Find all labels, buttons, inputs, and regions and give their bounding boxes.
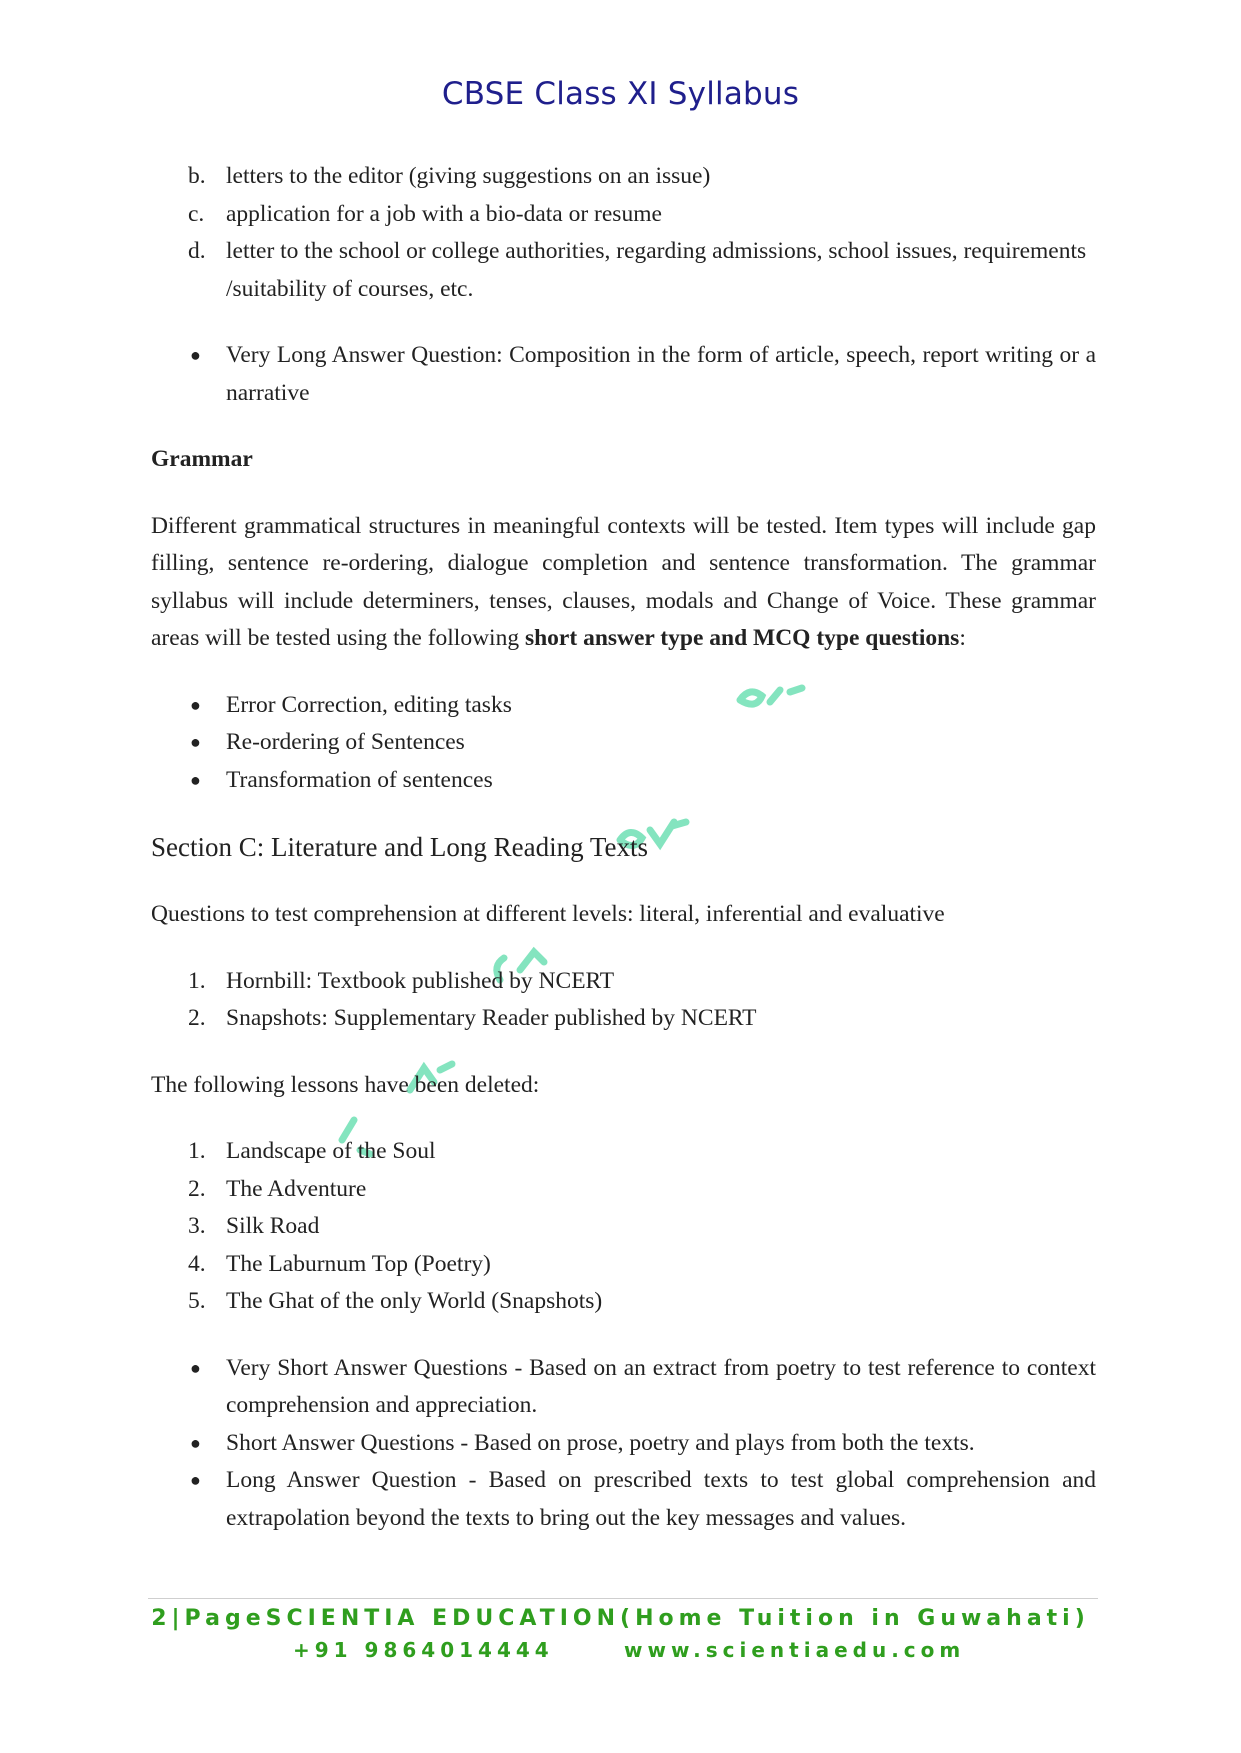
grammar-paragraph-bold: short answer type and MCQ type questions <box>524 625 960 651</box>
grammar-heading: Grammar <box>151 446 253 472</box>
bullet-icon: ● <box>190 694 201 715</box>
list-item <box>151 1171 1096 1209</box>
list-item <box>151 1462 1096 1537</box>
footer-page-info: 2|PageSCIENTIA EDUCATION(Home Tuition in Guwahati) <box>151 1606 1090 1631</box>
list-item-text: The Ghat of the only World (Snapshots) <box>226 1288 603 1314</box>
bullet-icon: ● <box>190 732 201 752</box>
page-title: CBSE Class XI Syllabus <box>441 76 800 112</box>
list-item-text: Very Short Answer Questions - Based on an extract from poetry to test reference to context comprehension and appreciation. <box>226 1354 1096 1418</box>
list-item <box>151 1000 1096 1038</box>
list-item <box>151 1283 1096 1321</box>
list-item-text: Re-ordering of Sentences <box>226 729 465 755</box>
composition-list <box>151 337 1096 412</box>
list-item-text: Hornbill: Textbook published by NCERT <box>226 967 615 994</box>
list-item <box>151 337 1096 412</box>
list-marker: 1. <box>188 1138 206 1164</box>
grammar-paragraph-tail: : <box>959 625 966 651</box>
page-content <box>151 158 1096 1537</box>
letters-list <box>151 158 1096 308</box>
grammar-paragraph <box>151 508 1096 658</box>
list-item <box>151 762 1096 800</box>
question-types-list <box>151 1350 1096 1538</box>
list-item-text: letters to the editor (giving suggestions on an issue) <box>226 163 711 189</box>
list-marker: 2. <box>188 1175 206 1202</box>
bullet-icon: ● <box>190 1357 201 1378</box>
bullet-icon: ● <box>190 1470 201 1490</box>
deleted-lessons-list <box>151 1133 1096 1321</box>
grammar-paragraph-lead: Different grammatical structures in meaningful contexts will be tested. Item types will include gap filling, sentence re-ordering, dialogue completion and sentence transformation. The grammar syllabus will include determiners, tenses, clauses, modals and Change of Voice. These grammar areas will be tested using the following <box>151 512 1096 651</box>
list-marker: c. <box>188 200 205 227</box>
list-item-text: Snapshots: Supplementary Reader published by NCERT <box>226 1005 757 1031</box>
list-item <box>151 724 1096 762</box>
list-item-text: letter to the school or college authorities, regarding admissions, school issues, requirements /suitability of courses, etc. <box>226 238 1087 302</box>
list-item-text: Error Correction, editing tasks <box>226 691 512 718</box>
list-item <box>151 1246 1096 1284</box>
list-marker: 1. <box>188 967 206 994</box>
list-item-text: The Adventure <box>226 1175 367 1202</box>
list-item <box>151 1133 1096 1171</box>
footer-phone: +91 9864014444 <box>293 1638 554 1662</box>
list-item <box>151 233 1096 308</box>
list-item <box>151 158 1096 196</box>
list-item <box>151 687 1096 725</box>
deleted-intro: The following lessons have been deleted: <box>151 1071 540 1098</box>
bullet-icon: ● <box>190 769 201 790</box>
footer-divider <box>148 1598 1098 1599</box>
texts-list <box>151 963 1096 1038</box>
list-item-text: Long Answer Question - Based on prescribed texts to test global comprehension and extrapolation beyond the texts to bring out the key messages and values. <box>226 1467 1096 1531</box>
list-item-text: Landscape of the Soul <box>226 1138 436 1164</box>
list-item <box>151 1208 1096 1246</box>
list-marker: d. <box>188 238 206 264</box>
very-long-answer-text: Very Long Answer Question: Composition in the form of article, speech, report writing or a narrative <box>226 342 1096 406</box>
list-item <box>151 1425 1096 1463</box>
bullet-icon: ● <box>190 1432 201 1453</box>
list-marker: 2. <box>188 1005 206 1031</box>
list-marker: 4. <box>188 1250 206 1277</box>
list-item-text: Short Answer Questions - Based on prose, poetry and plays from both the texts. <box>226 1429 975 1456</box>
list-item-text: Silk Road <box>226 1213 320 1239</box>
list-marker: 5. <box>188 1288 206 1314</box>
list-item-text: Transformation of sentences <box>226 766 493 793</box>
grammar-items-list <box>151 687 1096 800</box>
list-item-text: application for a job with a bio-data or resume <box>226 200 662 227</box>
bullet-icon: ● <box>190 345 201 365</box>
footer-website: www.scientiaedu.com <box>624 1638 966 1662</box>
list-item <box>151 1350 1096 1425</box>
list-marker: b. <box>188 163 206 189</box>
section-c-intro: Questions to test comprehension at different levels: literal, inferential and evaluative <box>151 901 945 927</box>
list-item-text: The Laburnum Top (Poetry) <box>226 1250 491 1277</box>
list-item <box>151 196 1096 234</box>
section-c-heading: Section C: Literature and Long Reading Texts <box>151 832 648 862</box>
list-marker: 3. <box>188 1213 206 1239</box>
list-item <box>151 963 1096 1001</box>
